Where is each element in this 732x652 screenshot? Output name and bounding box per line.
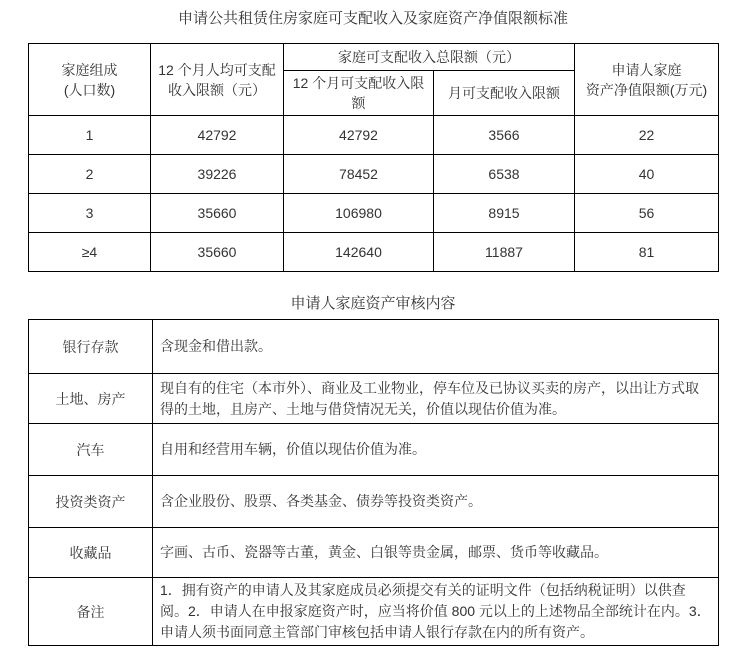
asset-limit-cell: 40 (575, 155, 719, 194)
asset-category-label: 汽车 (29, 424, 153, 476)
asset-row-land-property (29, 374, 719, 424)
asset-category-label: 备注 (29, 578, 153, 646)
header-total-income-limit-group: 家庭可支配收入总限额（元） (284, 44, 575, 71)
monthly-limit-cell: 11887 (434, 233, 575, 272)
asset-category-content: 1．拥有资产的申请人及其家庭成员必须提交有关的证明文件（包括纳税证明）以供查阅。2．申请人在申报家庭资产时，应当将价值 800 元以上的上述物品全部统计在内。3．申请人须书面同意主管部门审核包括申请人银行存款在内的所有资产。 (153, 578, 719, 646)
header-per-capita-annual-limit: 12 个月人均可支配收入限额（元） (151, 44, 284, 116)
header-family-composition-line1: 家庭组成 (61, 61, 118, 78)
annual-limit-cell: 42792 (284, 116, 434, 155)
asset-category-label: 投资类资产 (29, 476, 153, 528)
income-row-4-plus-persons (29, 233, 719, 272)
asset-category-label: 土地、房产 (29, 374, 153, 424)
header-monthly-income-limit: 月可支配收入限额 (434, 71, 575, 116)
asset-category-content: 现自有的住宅（本市外）、商业及工业物业，停车位及已协议买卖的房产，以出让方式取得的土地，且房产、土地与借贷情况无关，价值以现估价值为准。 (153, 374, 719, 424)
monthly-limit-cell: 6538 (434, 155, 575, 194)
asset-category-content: 自用和经营用车辆，价值以现估价值为准。 (153, 424, 719, 476)
asset-category-content: 字画、古币、瓷器等古董，黄金、白银等贵金属，邮票、货币等收藏品。 (153, 528, 719, 578)
annual-limit-cell: 78452 (284, 155, 434, 194)
income-row-1-person (29, 116, 719, 155)
asset-category-label: 收藏品 (29, 528, 153, 578)
header-asset-net-value-limit (575, 44, 719, 116)
annual-limit-cell: 142640 (284, 233, 434, 272)
per-capita-limit-cell: 35660 (151, 194, 284, 233)
family-size-cell: ≥4 (29, 233, 151, 272)
family-size-cell: 3 (29, 194, 151, 233)
asset-row-vehicles (29, 424, 719, 476)
per-capita-limit-cell: 39226 (151, 155, 284, 194)
income-header-row-1 (29, 44, 719, 71)
asset-row-investments (29, 476, 719, 528)
asset-limit-cell: 22 (575, 116, 719, 155)
asset-category-content: 含企业股份、股票、各类基金、债券等投资类资产。 (153, 476, 719, 528)
asset-row-bank-deposits (29, 320, 719, 374)
monthly-limit-cell: 8915 (434, 194, 575, 233)
header-asset-net-value-line1: 申请人家庭 (611, 61, 682, 78)
per-capita-limit-cell: 35660 (151, 233, 284, 272)
asset-category-label: 银行存款 (29, 320, 153, 374)
asset-category-content: 含现金和借出款。 (153, 320, 719, 374)
income-table-title: 申请公共租赁住房家庭可支配收入及家庭资产净值限额标准 (177, 10, 568, 27)
family-size-cell: 2 (29, 155, 151, 194)
asset-review-table (28, 319, 719, 646)
header-family-composition (29, 44, 151, 116)
income-row-3-persons (29, 194, 719, 233)
header-annual-income-limit: 12 个月可支配收入限额 (284, 71, 434, 116)
per-capita-limit-cell: 42792 (151, 116, 284, 155)
asset-limit-cell: 81 (575, 233, 719, 272)
asset-row-collectibles (29, 528, 719, 578)
family-size-cell: 1 (29, 116, 151, 155)
header-family-composition-line2: (人口数) (63, 81, 116, 98)
asset-row-remarks (29, 578, 719, 646)
income-limits-table (28, 43, 719, 272)
asset-limit-cell: 56 (575, 194, 719, 233)
header-asset-net-value-line2: 资产净值限额(万元) (585, 81, 708, 98)
asset-review-title: 申请人家庭资产审核内容 (290, 295, 456, 312)
income-row-2-persons (29, 155, 719, 194)
monthly-limit-cell: 3566 (434, 116, 575, 155)
annual-limit-cell: 106980 (284, 194, 434, 233)
